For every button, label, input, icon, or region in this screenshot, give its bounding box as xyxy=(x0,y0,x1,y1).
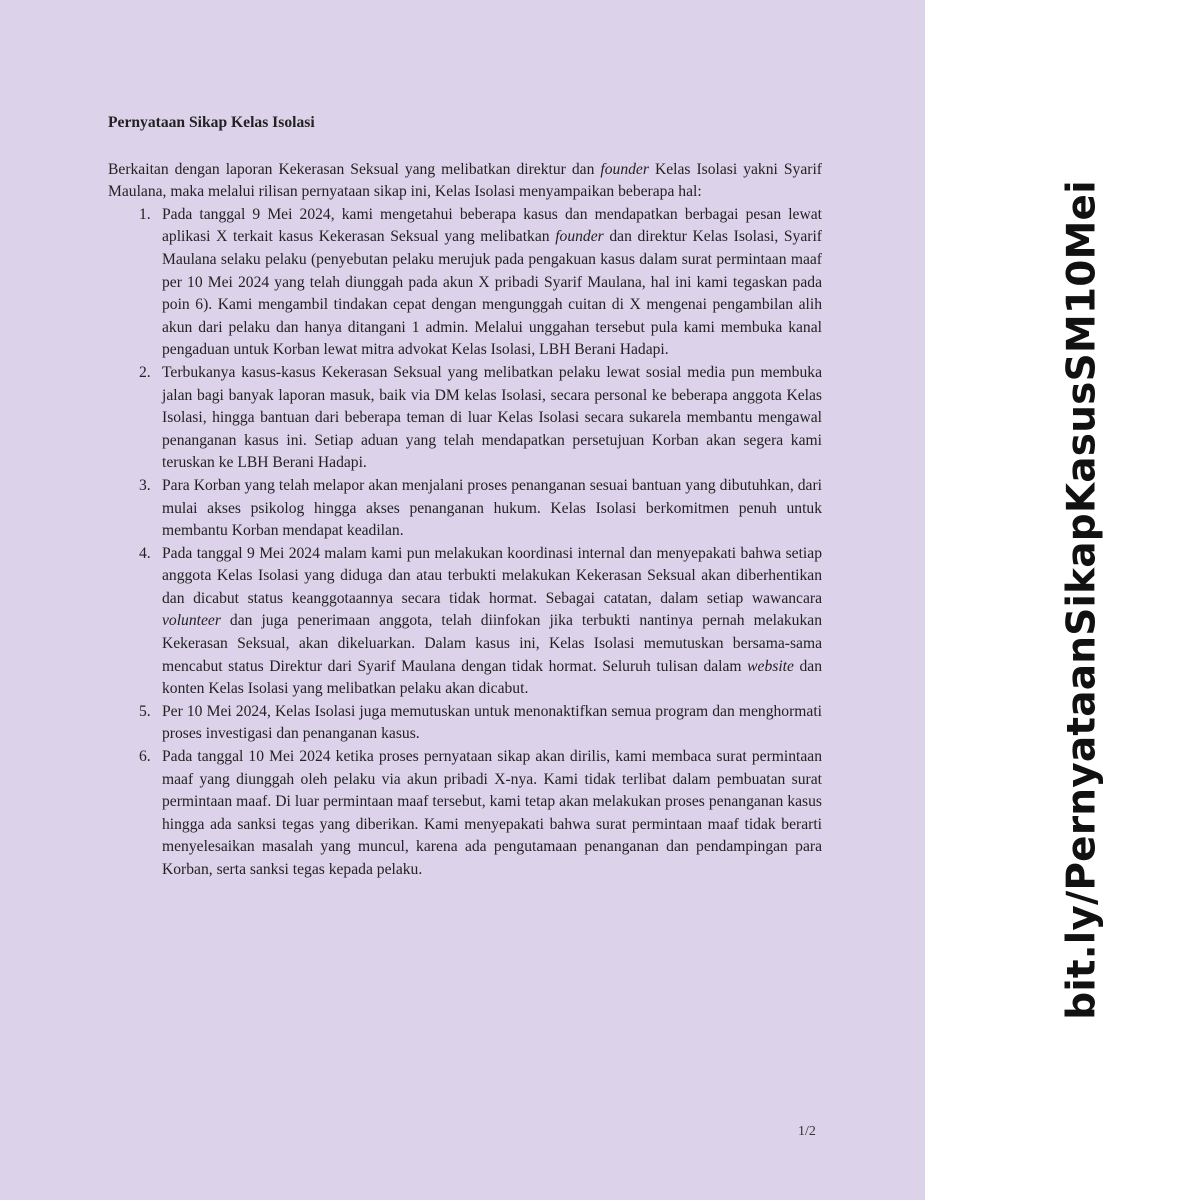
italic-term: founder xyxy=(600,160,649,178)
document-body xyxy=(108,112,822,882)
intro-paragraph: Berkaitan dengan laporan Kekerasan Seksual yang melibatkan direktur dan founder Kelas Isolasi yakni Syarif Maulana, maka melalui rilisan pernyataan sikap ini, Kelas Isolasi menyampaikan beberapa hal: xyxy=(108,160,822,201)
italic-term: volunteer xyxy=(162,612,221,630)
statement-point xyxy=(108,701,822,746)
point-number: 2. xyxy=(139,363,151,381)
italic-term: website xyxy=(747,657,794,675)
statement-point xyxy=(108,362,822,475)
point-text: Per 10 Mei 2024, Kelas Isolasi juga memutuskan untuk menonaktifkan semua program dan menghormati proses investigasi dan penanganan kasus. xyxy=(162,702,822,743)
document-title: Pernyataan Sikap Kelas Isolasi xyxy=(108,114,315,131)
statement-points-list xyxy=(108,204,822,882)
statement-point xyxy=(108,204,822,362)
point-number: 1. xyxy=(139,205,151,223)
page-number: 1/2 xyxy=(798,1124,816,1139)
point-text: Pada tanggal 9 Mei 2024, kami mengetahui beberapa kasus dan mendapatkan berbagai pesan lewat aplikasi X terkait kasus Kekerasan Seksual yang melibatkan founder dan direktur Kelas Isolasi, Syarif Maulana selaku pelaku (penyebutan pelaku merujuk pada pengakuan kasus dalam surat permintaan maaf per 10 Mei 2024 yang telah diunggah pada akun X pribadi Syarif Maulana, hal ini kami tegaskan pada poin 6). Kami mengambil tindakan cepat dengan mengunggah cuitan di X mengenai pengambilan alih akun dari pelaku dan hanya ditangani 1 admin. Melalui unggahan tersebut pula kami membuka kanal pengaduan untuk Korban lewat mitra advokat Kelas Isolasi, LBH Berani Hadapi. xyxy=(162,205,822,359)
side-link-text: bit.ly/PernyataanSikapKasusSM10Mei xyxy=(1059,180,1105,1020)
point-number: 4. xyxy=(139,544,151,562)
point-text: Pada tanggal 10 Mei 2024 ketika proses pernyataan sikap akan dirilis, kami membaca surat permintaan maaf yang diunggah oleh pelaku via akun pribadi X-nya. Kami tidak terlibat dalam pembuatan surat permintaan maaf. Di luar permintaan maaf tersebut, kami tetap akan melakukan proses penanganan kasus hingga ada sanksi tegas yang diberikan. Kami menyepakati bahwa surat permintaan maaf tidak berarti menyelesaikan masalah yang muncul, karena ada pengutamaan penanganan dan pendampingan para Korban, serta sanksi tegas kepada pelaku. xyxy=(162,748,822,878)
statement-point xyxy=(108,746,822,882)
point-number: 6. xyxy=(139,748,151,766)
point-number: 5. xyxy=(139,702,151,720)
point-number: 3. xyxy=(139,476,151,494)
statement-point xyxy=(108,475,822,543)
point-text: Para Korban yang telah melapor akan menjalani proses penanganan sesuai bantuan yang dibutuhkan, dari mulai akses psikolog hingga akses penanganan hukum. Kelas Isolasi berkomitmen penuh untuk membantu Korban mendapat keadilan. xyxy=(162,476,822,540)
point-text: Terbukanya kasus-kasus Kekerasan Seksual yang melibatkan pelaku lewat sosial media pun membuka jalan bagi banyak laporan masuk, baik via DM kelas Isolasi, secara personal ke beberapa anggota Kelas Isolasi, hingga bantuan dari beberapa teman di luar Kelas Isolasi secara sukarela membantu mengawal penanganan kasus ini. Setiap aduan yang telah mendapatkan persetujuan Korban akan segera kami teruskan ke LBH Berani Hadapi. xyxy=(162,363,822,472)
italic-term: founder xyxy=(555,228,604,246)
statement-point xyxy=(108,543,822,701)
point-text: Pada tanggal 9 Mei 2024 malam kami pun melakukan koordinasi internal dan menyepakati bahwa setiap anggota Kelas Isolasi yang diduga dan atau terbukti melakukan Kekerasan Seksual akan diberhentikan dan dicabut status keanggotaannya secara tidak hormat. Sebagai catatan, dalam setiap wawancara volunteer dan juga penerimaan anggota, telah diinfokan jika terbukti nantinya pernah melakukan Kekerasan Seksual, akan dikeluarkan. Dalam kasus ini, Kelas Isolasi memutuskan bersama-sama mencabut status Direktur dari Syarif Maulana dengan tidak hormat. Seluruh tulisan dalam website dan konten Kelas Isolasi yang melibatkan pelaku akan dicabut. xyxy=(162,544,823,698)
